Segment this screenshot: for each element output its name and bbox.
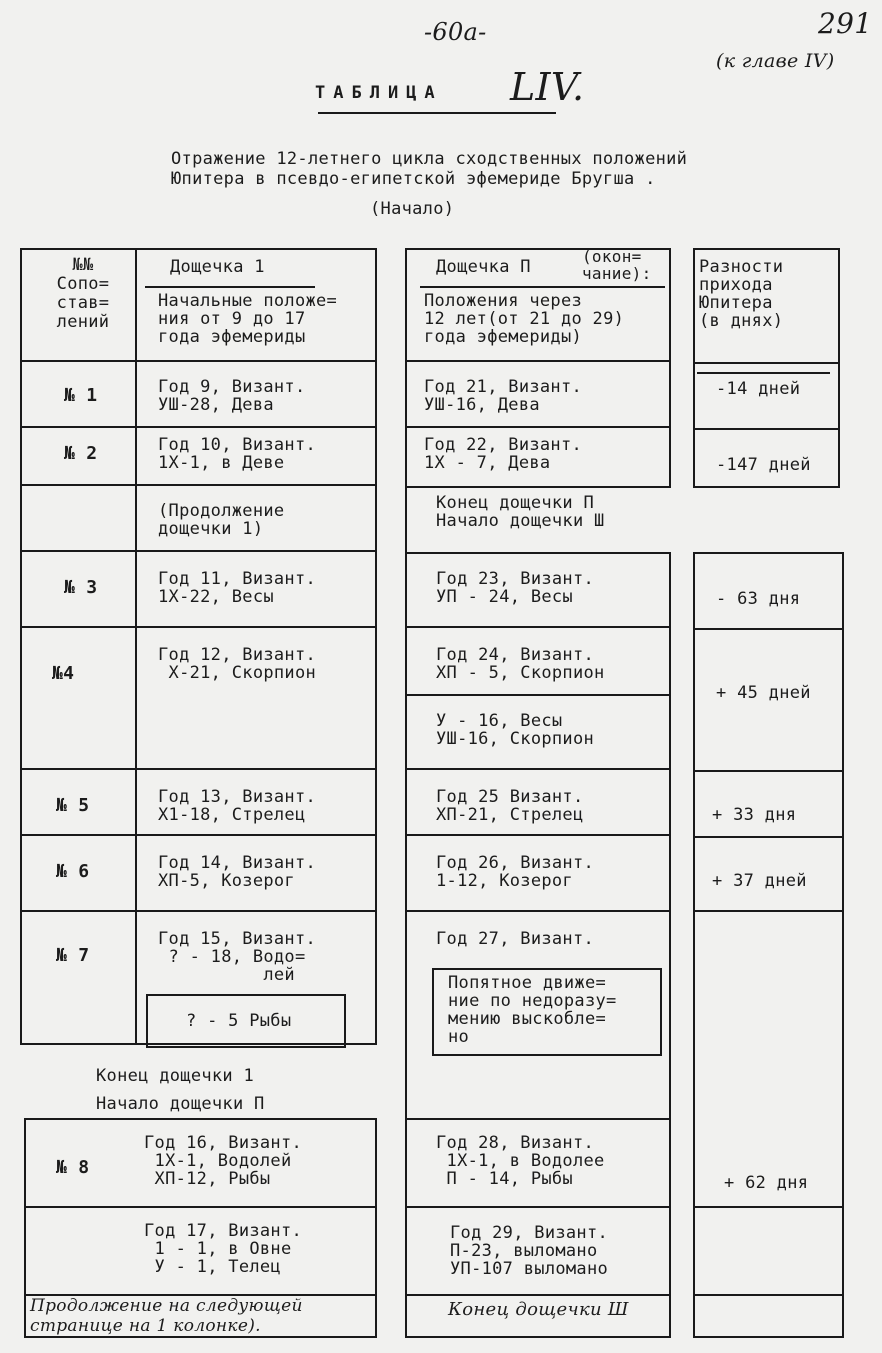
row-number: № 8 — [56, 1157, 90, 1178]
grid-line — [405, 1206, 671, 1208]
cell-tablet-2: Год 23, Визант. УП - 24, Весы — [436, 569, 595, 607]
cell-tablet-1: Год 11, Визант. 1Х-22, Весы — [158, 569, 317, 607]
grid-line — [420, 286, 665, 288]
heading-line-1: Отражение 12-летнего цикла сходственных положений — [171, 149, 688, 169]
grid-line — [405, 360, 671, 362]
continuation-tablet-1: (Продолжение дощечки 1) — [158, 501, 285, 539]
title-underline — [318, 112, 556, 114]
chapter-reference: (к главе IV) — [716, 50, 835, 72]
header-tablet-2-note: (окон= чание): — [582, 247, 652, 283]
grid-line — [20, 768, 377, 770]
grid-line — [405, 1118, 671, 1120]
grid-line — [405, 1336, 671, 1338]
header-tablet-2-sub: Положения через 12 лет(от 21 до 29) года эфемериды) — [424, 291, 625, 347]
grid-line — [693, 628, 844, 630]
cell-tablet-2: Год 26, Визант. 1-12, Козерог — [436, 853, 595, 891]
cell-tablet-1: Год 9, Визант. УШ-28, Дева — [158, 377, 306, 415]
cell-difference: -147 дней — [716, 455, 811, 475]
footer-tablet-end: Конец дощечки Ш — [448, 1299, 629, 1320]
cell-tablet-1: Год 15, Визант. ? - 18, Водо= лей — [158, 929, 317, 985]
cell-difference: -14 дней — [716, 379, 801, 399]
cell-tablet-2: Год 24, Визант. ХП - 5, Скорпион — [436, 645, 605, 683]
row-number: № 6 — [56, 861, 90, 882]
grid-line — [693, 770, 844, 772]
grid-line — [693, 552, 695, 1338]
cell-tablet-2: Год 21, Визант. УШ-16, Дева — [424, 377, 583, 415]
cell-tablet-2-extra: У - 16, Весы УШ-16, Скорпион — [436, 711, 595, 749]
grid-line — [405, 426, 671, 428]
grid-line — [20, 484, 377, 486]
row-number: № 2 — [64, 443, 98, 464]
header-comparisons: №№ Сопо= став= лений — [56, 255, 110, 332]
heading-note: (Начало) — [370, 199, 455, 219]
grid-line — [693, 910, 844, 912]
grid-line — [405, 486, 671, 488]
cell-tablet-2: Год 22, Визант. 1Х - 7, Дева — [424, 435, 583, 473]
grid-line — [693, 486, 840, 488]
grid-line — [20, 626, 377, 628]
grid-line — [405, 1294, 671, 1296]
grid-line — [20, 426, 377, 428]
grid-line — [405, 552, 671, 554]
grid-line — [669, 248, 671, 486]
cell-difference: + 45 дней — [716, 683, 811, 703]
table-number: LIV. — [510, 65, 585, 109]
grid-line — [693, 362, 840, 364]
grid-line — [405, 768, 671, 770]
grid-line — [405, 248, 407, 1338]
grid-line — [20, 248, 22, 1045]
cell-tablet-2: Год 25 Визант. ХП-21, Стрелец — [436, 787, 584, 825]
grid-line — [842, 552, 844, 1338]
grid-line — [838, 248, 840, 486]
grid-line — [405, 910, 671, 912]
cell-tablet-2: Год 28, Визант. 1Х-1, в Водолее П - 14, Рыбы — [436, 1133, 605, 1189]
cell-tablet-2: Год 27, Визант. — [436, 929, 595, 949]
header-differences: Разности прихода Юпитера (в днях) — [699, 257, 784, 331]
row-number: № 1 — [64, 385, 98, 406]
grid-line — [24, 1118, 377, 1120]
grid-line — [375, 1118, 377, 1338]
grid-line — [20, 360, 377, 362]
page-number: -60a- — [424, 18, 487, 46]
grid-line — [405, 626, 671, 628]
grid-line — [693, 1294, 844, 1296]
grid-line — [693, 1336, 844, 1338]
cell-tablet-1: Год 14, Визант. ХП-5, Козерог — [158, 853, 317, 891]
cell-tablet-2: Год 29, Визант. П-23, выломано УП-107 выломано — [450, 1223, 609, 1279]
footer-continuation-note: Продолжение на следующей странице на 1 колонке). — [30, 1296, 303, 1336]
cell-difference: + 37 дней — [712, 871, 807, 891]
cell-tablet-1: Год 12, Визант. Х-21, Скорпион — [158, 645, 317, 683]
grid-line — [24, 1206, 377, 1208]
header-tablet-1: Дощечка 1 — [170, 257, 265, 277]
grid-line — [669, 552, 671, 1338]
table-label: ТАБЛИЦА — [315, 83, 443, 103]
grid-line — [20, 248, 377, 250]
cell-tablet-1: Год 17, Визант. 1 - 1, в Овне У - 1, Телец — [144, 1221, 303, 1277]
grid-line — [693, 248, 695, 486]
cell-difference: + 33 дня — [712, 805, 797, 825]
row-number: № 7 — [56, 945, 90, 966]
grid-line — [20, 910, 377, 912]
grid-line — [697, 372, 830, 374]
cell-tablet-2-boxed: Попятное движе= ние по недоразу= мению выскобле= но — [448, 973, 617, 1047]
grid-line — [693, 428, 840, 430]
row-number: №4 — [52, 663, 75, 684]
header-tablet-1-sub: Начальные положе= ния от 9 до 17 года эфемериды — [158, 291, 338, 347]
tablet-change-2-3: Конец дощечки П Начало дощечки Ш — [436, 493, 605, 531]
cell-tablet-1: Год 16, Визант. 1Х-1, Водолей ХП-12, Рыбы — [144, 1133, 303, 1189]
tablet-change-1-2: Конец дощечки 1 Начало дощечки П — [96, 1066, 265, 1114]
row-number: № 5 — [56, 795, 90, 816]
cell-tablet-1: Год 10, Визант. 1Х-1, в Деве — [158, 435, 317, 473]
grid-line — [20, 550, 377, 552]
header-tablet-2: Дощечка П — [436, 257, 531, 277]
cell-difference: + 62 дня — [724, 1173, 809, 1193]
grid-line — [145, 286, 315, 288]
grid-line — [375, 248, 377, 1045]
grid-line — [135, 248, 137, 1045]
grid-line — [693, 836, 844, 838]
cell-difference: - 63 дня — [716, 589, 801, 609]
grid-line — [24, 1336, 377, 1338]
archive-number: 291 — [818, 7, 873, 40]
grid-line — [693, 552, 844, 554]
grid-line — [20, 834, 377, 836]
grid-line — [405, 834, 671, 836]
cell-tablet-1: Год 13, Визант. Х1-18, Стрелец — [158, 787, 317, 825]
grid-line — [693, 248, 840, 250]
heading-line-2: Юпитера в псевдо-египетской эфемериде Бругша . — [171, 169, 656, 189]
grid-line — [693, 1206, 844, 1208]
row-number: № 3 — [64, 577, 98, 598]
grid-line — [405, 694, 671, 696]
cell-tablet-1-boxed: ? - 5 Рыбы — [186, 1011, 292, 1031]
grid-line — [24, 1118, 26, 1338]
